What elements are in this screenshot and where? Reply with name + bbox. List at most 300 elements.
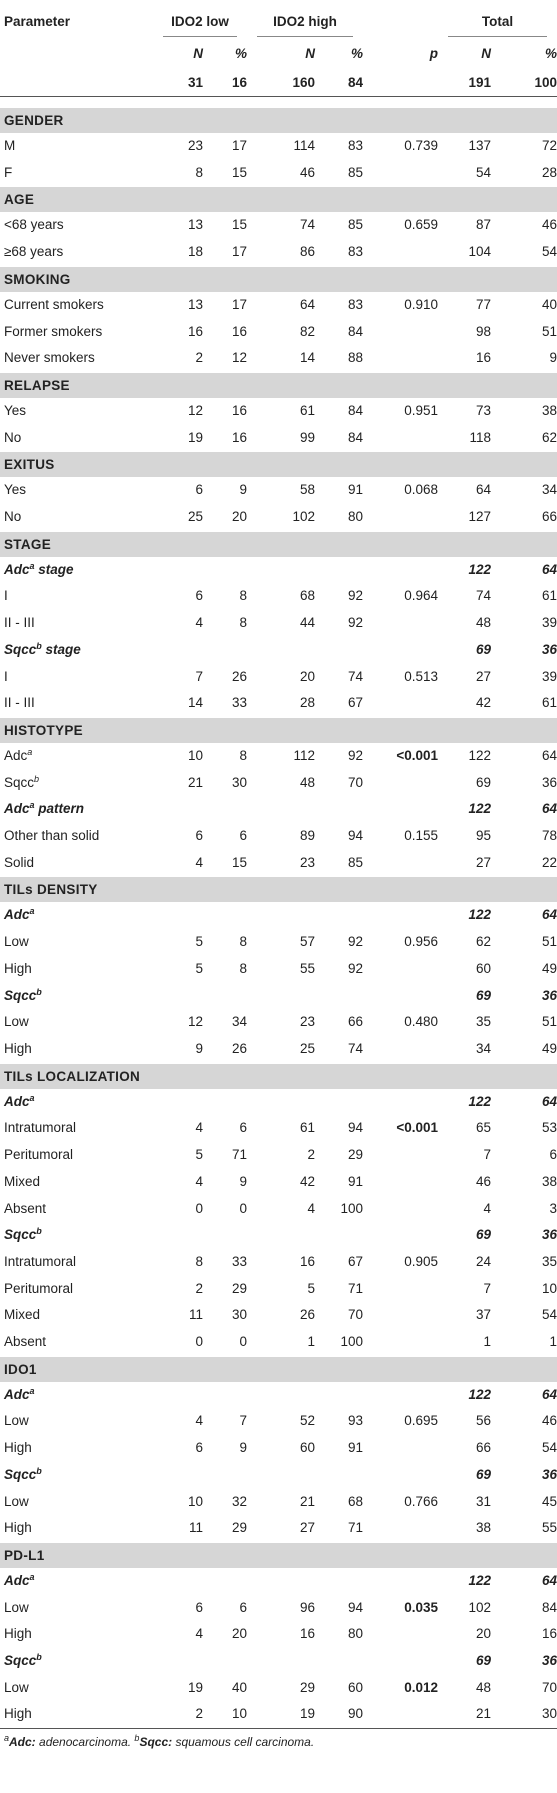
ido2-table <box>0 7 557 1729</box>
tot-n-cell: 7 <box>483 1147 492 1163</box>
low-n-cell: 11 <box>188 1307 203 1323</box>
high-pct-cell: 92 <box>347 960 364 976</box>
subgroup-row <box>0 1462 557 1489</box>
p-cell: 0.513 <box>404 668 439 684</box>
low-n-cell: 6 <box>195 482 203 498</box>
parameter-label: Never smokers <box>4 350 95 366</box>
parameter-label: Intratumoral <box>4 1120 77 1136</box>
high-n-cell: 28 <box>299 695 316 711</box>
low-pct-cell: 9 <box>239 1173 248 1189</box>
tot-n-cell: 27 <box>475 668 492 684</box>
high-pct-cell: 74 <box>347 1040 364 1056</box>
high-pct-cell: 92 <box>347 934 364 950</box>
high-n-cell: 68 <box>299 588 316 604</box>
parameter-label: II - III <box>4 695 35 711</box>
p-cell: 0.659 <box>404 217 439 233</box>
table-body <box>0 108 557 1729</box>
parameter-label: Yes <box>4 402 27 418</box>
p-cell <box>363 1036 438 1063</box>
high-pct-cell: 68 <box>347 1493 364 1509</box>
parameter-label: Low <box>4 1014 29 1030</box>
p-cell <box>363 1142 438 1169</box>
section-header-row <box>0 531 557 557</box>
high-pct-cell: 67 <box>347 1253 364 1269</box>
high-n-cell: 57 <box>299 934 316 950</box>
tot-n-cell: 1 <box>483 1334 492 1350</box>
parameter-label: Yes <box>4 482 27 498</box>
tot-pct-cell: 66 <box>541 509 557 525</box>
table-row <box>0 956 557 983</box>
high-n-cell: 112 <box>293 747 316 763</box>
table-row <box>0 319 557 346</box>
table-row <box>0 239 557 266</box>
subgroup-label: Sqcc$^b$ stage <box>4 640 81 657</box>
tot-pct-cell: 55 <box>541 1520 557 1536</box>
low-pct-cell: 7 <box>239 1413 248 1429</box>
p-cell: 0.480 <box>404 1014 439 1030</box>
subgroup-row <box>0 983 557 1010</box>
high-pct-cell: 92 <box>347 588 364 604</box>
low-n-cell: 7 <box>195 668 203 684</box>
section-header-row <box>0 1063 557 1089</box>
tot-pct-cell: 3 <box>549 1200 557 1216</box>
low-pct-cell: 17 <box>231 138 248 153</box>
p-cell <box>363 1701 438 1728</box>
tot-pct-cell: 45 <box>541 1493 557 1509</box>
p-cell <box>363 1276 438 1303</box>
section-header-row <box>0 1356 557 1382</box>
tot-n-cell: 7 <box>483 1280 492 1296</box>
p-cell: 0.035 <box>404 1599 439 1615</box>
high-n-cell: 16 <box>299 1626 316 1642</box>
high-pct-cell: 90 <box>315 1701 363 1728</box>
parameter-label: Former smokers <box>4 323 103 339</box>
high-n-cell: 16 <box>299 1253 316 1269</box>
tot-pct-cell: 30 <box>491 1701 557 1728</box>
subgroup-label: Adc$^a$ <box>4 906 35 923</box>
section-header-row <box>0 877 557 903</box>
tot-n-cell: 24 <box>475 1253 492 1269</box>
high-n-cell: 86 <box>299 244 316 260</box>
parameter-label: Peritumoral <box>4 1280 74 1296</box>
high-pct-cell: 84 <box>347 323 364 339</box>
table-row <box>0 1249 557 1276</box>
table-row <box>0 1489 557 1516</box>
section-label: TILs LOCALIZATION <box>0 1063 557 1089</box>
tot-pct-cell: 64 <box>541 747 557 763</box>
low-pct-cell: 16 <box>231 429 248 445</box>
table-row <box>0 1595 557 1622</box>
subgroup-row <box>0 902 557 929</box>
parameter-label: Adc$^a$ <box>4 746 33 763</box>
high-pct-cell: 94 <box>347 828 364 844</box>
low-n-cell: 5 <box>195 1147 203 1163</box>
parameter-label: I <box>4 588 8 604</box>
subgroup-row <box>0 637 557 664</box>
parameter-label: Low <box>4 1413 29 1429</box>
subgroup-label: Sqcc$^b$ <box>4 1652 42 1669</box>
tot-n-cell: 34 <box>475 1040 492 1056</box>
tot-pct-cell: 54 <box>541 1307 557 1323</box>
high-pct-cell: 92 <box>347 747 364 763</box>
high-pct-cell: 66 <box>347 1014 364 1030</box>
p-cell <box>363 690 438 717</box>
header-high-n: 160 <box>247 70 315 97</box>
p-cell: 0.951 <box>404 402 439 418</box>
low-n-cell: 4 <box>195 1173 203 1189</box>
low-n-cell: 2 <box>195 1280 203 1296</box>
tot-pct-cell: 46 <box>541 1413 557 1429</box>
table-row <box>0 133 557 160</box>
table-row <box>0 664 557 691</box>
table-row <box>0 160 557 187</box>
low-n-cell: 13 <box>187 296 203 312</box>
tot-n-cell: 95 <box>475 828 492 844</box>
header-low-n: 31 <box>153 70 203 97</box>
table-row <box>0 1329 557 1356</box>
low-n-cell: 12 <box>187 1014 203 1030</box>
low-pct-cell: 34 <box>231 1014 248 1030</box>
high-n-cell: 42 <box>299 1173 316 1189</box>
parameter-label: Low <box>4 1599 29 1615</box>
p-cell: <0.001 <box>396 1120 439 1136</box>
subgroup-row <box>0 557 557 584</box>
low-pct-cell: 33 <box>231 1253 248 1269</box>
tot-pct-cell: 28 <box>541 164 557 180</box>
total-n-cell: 122 <box>468 561 492 577</box>
low-n-cell: 14 <box>187 695 203 711</box>
high-pct-cell: 94 <box>347 1120 364 1136</box>
tot-pct-cell: 78 <box>541 828 557 844</box>
parameter-label: Current smokers <box>4 296 104 312</box>
parameter-label: High <box>4 1440 32 1456</box>
low-pct-cell: 15 <box>231 854 248 870</box>
low-pct-cell: 8 <box>239 934 248 950</box>
tot-pct-cell: 53 <box>541 1120 557 1136</box>
total-n-cell: 69 <box>475 1466 492 1482</box>
low-n-cell: 11 <box>188 1520 203 1536</box>
tot-n-cell: 35 <box>475 1014 492 1030</box>
tot-pct-cell: 35 <box>541 1253 557 1269</box>
total-pct-cell: 36 <box>541 641 557 657</box>
high-pct-cell: 74 <box>347 668 364 684</box>
tot-n-cell: 73 <box>475 402 492 418</box>
total-n-cell: 122 <box>468 1386 492 1402</box>
parameter-label: High <box>4 960 32 976</box>
low-pct-cell: 8 <box>239 960 248 976</box>
tot-n-cell: 66 <box>475 1440 492 1456</box>
parameter-label: ≥68 years <box>4 244 64 260</box>
tot-n-cell: 98 <box>475 323 492 339</box>
header-pct: % <box>235 46 248 61</box>
high-n-cell: 14 <box>299 350 316 366</box>
total-pct-cell: 36 <box>541 987 557 1003</box>
p-cell: 0.910 <box>404 296 439 312</box>
tot-pct-cell: 6 <box>549 1147 557 1163</box>
high-pct-cell: 91 <box>347 1173 364 1189</box>
low-n-cell: 5 <box>195 934 203 950</box>
high-pct-cell: 100 <box>340 1334 364 1350</box>
p-cell: 0.766 <box>404 1493 439 1509</box>
low-pct-cell: 40 <box>231 1679 248 1695</box>
subgroup-label: Sqcc$^b$ <box>4 1226 42 1243</box>
total-pct-cell: 64 <box>541 561 557 577</box>
tot-n-cell: 65 <box>475 1120 492 1136</box>
low-pct-cell: 30 <box>231 774 248 790</box>
table-row <box>0 292 557 319</box>
tot-n-cell: 56 <box>475 1413 492 1429</box>
p-cell: 0.695 <box>404 1413 439 1429</box>
parameter-label: Solid <box>4 854 35 870</box>
header-ido2-high: IDO2 high <box>247 7 363 37</box>
tot-pct-cell: 22 <box>541 854 557 870</box>
parameter-label: M <box>4 138 16 153</box>
parameter-label: Mixed <box>4 1307 41 1323</box>
high-pct-cell: 91 <box>347 1440 364 1456</box>
tot-n-cell: 16 <box>475 350 492 366</box>
high-n-cell: 74 <box>299 217 316 233</box>
tot-n-cell: 62 <box>475 934 492 950</box>
high-n-cell: 2 <box>307 1147 316 1163</box>
table-row <box>0 583 557 610</box>
high-pct-cell: 83 <box>347 244 364 260</box>
low-pct-cell: 71 <box>231 1147 248 1163</box>
low-n-cell: 2 <box>153 1701 203 1728</box>
table-row <box>0 1515 557 1542</box>
p-cell <box>363 425 438 452</box>
tot-n-cell: 46 <box>475 1173 492 1189</box>
high-n-cell: 23 <box>299 1014 316 1030</box>
table-row <box>0 1276 557 1303</box>
subgroup-row <box>0 1648 557 1675</box>
tot-n-cell: 27 <box>475 854 492 870</box>
subgroup-row <box>0 1089 557 1116</box>
tot-n-cell: 48 <box>475 615 492 631</box>
high-pct-cell: 84 <box>347 402 364 418</box>
p-cell <box>363 1515 438 1542</box>
tot-n-cell: 31 <box>475 1493 492 1509</box>
tot-n-cell: 54 <box>475 164 492 180</box>
table-row <box>0 770 557 797</box>
low-pct-cell: 15 <box>231 217 248 233</box>
table-row <box>0 1435 557 1462</box>
low-n-cell: 12 <box>187 402 203 418</box>
subgroup-label: Adc$^a$ pattern <box>4 800 85 817</box>
high-n-cell: 89 <box>299 828 316 844</box>
header-n: N <box>305 46 316 61</box>
parameter-label: Peritumoral <box>4 1147 74 1163</box>
subgroup-label: Adc$^a$ <box>4 1571 35 1588</box>
low-n-cell: 21 <box>187 774 203 790</box>
low-pct-cell: 33 <box>231 695 248 711</box>
low-pct-cell: 0 <box>239 1334 248 1350</box>
table-row <box>0 1036 557 1063</box>
high-pct-cell: 83 <box>347 296 364 312</box>
total-n-cell: 122 <box>468 1093 492 1109</box>
high-pct-cell: 94 <box>347 1599 364 1615</box>
total-pct-cell: 36 <box>541 1653 557 1669</box>
high-n-cell: 21 <box>299 1493 316 1509</box>
parameter-label: High <box>4 1040 32 1056</box>
high-pct-cell: 91 <box>347 482 364 498</box>
p-cell: 0.964 <box>404 588 439 604</box>
tot-n-cell: 137 <box>468 138 492 153</box>
header-total: Total <box>438 7 557 37</box>
low-pct-cell: 20 <box>231 1626 248 1642</box>
parameter-label: II - III <box>4 615 35 631</box>
p-cell <box>363 956 438 983</box>
total-pct-cell: 64 <box>541 1093 557 1109</box>
table-row <box>0 610 557 637</box>
low-pct-cell: 9 <box>239 1440 248 1456</box>
p-cell <box>363 1302 438 1329</box>
total-n-cell: 69 <box>475 1653 492 1669</box>
header-total-pct: 100 <box>491 70 557 97</box>
tot-n-cell: 87 <box>475 217 492 233</box>
low-n-cell: 6 <box>195 1440 203 1456</box>
tot-pct-cell: 72 <box>541 138 557 153</box>
p-cell: <0.001 <box>396 747 439 763</box>
tot-pct-cell: 39 <box>541 615 557 631</box>
total-n-cell: 122 <box>468 801 492 817</box>
high-n-cell: 55 <box>299 960 316 976</box>
table-row <box>0 1142 557 1169</box>
tot-pct-cell: 61 <box>541 588 557 604</box>
high-n-cell: 1 <box>307 1334 316 1350</box>
high-pct-cell: 71 <box>347 1280 364 1296</box>
high-pct-cell: 85 <box>347 217 364 233</box>
table-row <box>0 743 557 770</box>
section-header-row <box>0 187 557 213</box>
table-row <box>0 1408 557 1435</box>
p-cell <box>363 850 438 877</box>
subgroup-row <box>0 796 557 823</box>
high-n-cell: 99 <box>299 429 316 445</box>
parameter-label: <68 years <box>4 217 64 233</box>
low-n-cell: 4 <box>195 615 203 631</box>
p-cell <box>363 610 438 637</box>
low-n-cell: 6 <box>195 588 203 604</box>
tot-pct-cell: 1 <box>549 1334 557 1350</box>
section-header-row <box>0 717 557 743</box>
low-pct-cell: 29 <box>231 1520 248 1536</box>
tot-n-cell: 20 <box>475 1626 492 1642</box>
tot-pct-cell: 39 <box>541 668 557 684</box>
low-pct-cell: 20 <box>231 509 248 525</box>
tot-pct-cell: 51 <box>541 1014 557 1030</box>
table-row <box>0 1621 557 1648</box>
total-n-cell: 69 <box>475 987 492 1003</box>
table-row <box>0 425 557 452</box>
high-pct-cell: 85 <box>347 854 364 870</box>
low-n-cell: 18 <box>187 244 203 260</box>
low-n-cell: 0 <box>195 1200 203 1216</box>
p-cell <box>363 1621 438 1648</box>
section-header-row <box>0 372 557 398</box>
section-label: SMOKING <box>0 266 557 292</box>
section-header-row <box>0 1542 557 1568</box>
p-cell <box>363 770 438 797</box>
p-cell <box>363 504 438 531</box>
tot-pct-cell: 38 <box>541 1173 557 1189</box>
subgroup-row <box>0 1568 557 1595</box>
high-n-cell: 46 <box>299 164 316 180</box>
header-spacer <box>0 97 557 108</box>
high-n-cell: 52 <box>299 1413 316 1429</box>
low-pct-cell: 8 <box>239 615 248 631</box>
p-cell <box>363 319 438 346</box>
high-n-cell: 82 <box>299 323 316 339</box>
table-row <box>0 1675 557 1702</box>
tot-pct-cell: 49 <box>541 1040 557 1056</box>
table-row <box>0 929 557 956</box>
p-cell: 0.068 <box>404 482 439 498</box>
low-n-cell: 9 <box>195 1040 203 1056</box>
section-label: PD-L1 <box>0 1542 557 1568</box>
parameter-label: Absent <box>4 1200 47 1216</box>
low-pct-cell: 6 <box>239 1599 248 1615</box>
header-ido2-low: IDO2 low <box>153 7 247 37</box>
low-pct-cell: 26 <box>231 1040 248 1056</box>
low-n-cell: 25 <box>187 509 203 525</box>
low-n-cell: 10 <box>187 747 203 763</box>
table-row <box>0 823 557 850</box>
total-pct-cell: 36 <box>541 1466 557 1482</box>
low-pct-cell: 16 <box>231 402 248 418</box>
high-pct-cell: 92 <box>347 615 364 631</box>
section-label: AGE <box>0 187 557 213</box>
high-n-cell: 114 <box>293 138 316 153</box>
high-n-cell: 102 <box>292 509 316 525</box>
tot-pct-cell: 34 <box>541 482 557 498</box>
high-pct-cell: 85 <box>347 164 364 180</box>
table-row <box>0 1169 557 1196</box>
table-row <box>0 850 557 877</box>
tot-pct-cell: 84 <box>541 1599 557 1615</box>
high-n-cell: 4 <box>307 1200 316 1216</box>
tot-pct-cell: 61 <box>541 695 557 711</box>
section-label: IDO1 <box>0 1356 557 1382</box>
low-pct-cell: 32 <box>231 1493 248 1509</box>
low-n-cell: 6 <box>195 1599 203 1615</box>
p-cell <box>363 1329 438 1356</box>
high-n-cell: 61 <box>299 402 316 418</box>
low-n-cell: 23 <box>187 138 203 153</box>
low-pct-cell: 15 <box>231 164 248 180</box>
total-pct-cell: 64 <box>541 1572 557 1588</box>
low-n-cell: 4 <box>195 1626 203 1642</box>
parameter-label: Sqcc$^b$ <box>4 773 40 790</box>
low-pct-cell: 8 <box>239 588 248 604</box>
total-n-cell: 69 <box>475 1227 492 1243</box>
parameter-label: Absent <box>4 1334 47 1350</box>
low-pct-cell: 6 <box>239 1120 248 1136</box>
tot-pct-cell: 51 <box>541 934 557 950</box>
parameter-label: No <box>4 509 22 525</box>
tot-n-cell: 74 <box>475 588 492 604</box>
high-n-cell: 61 <box>299 1120 316 1136</box>
parameter-label: Low <box>4 1679 29 1695</box>
low-n-cell: 4 <box>195 1120 203 1136</box>
header-row-totals <box>0 70 557 97</box>
high-pct-cell: 83 <box>347 138 364 153</box>
high-pct-cell: 29 <box>347 1147 364 1163</box>
subgroup-label: Adc$^a$ stage <box>4 560 74 577</box>
high-pct-cell: 84 <box>347 429 364 445</box>
parameter-label: Other than solid <box>4 828 100 844</box>
high-pct-cell: 100 <box>340 1200 364 1216</box>
low-n-cell: 2 <box>195 350 203 366</box>
